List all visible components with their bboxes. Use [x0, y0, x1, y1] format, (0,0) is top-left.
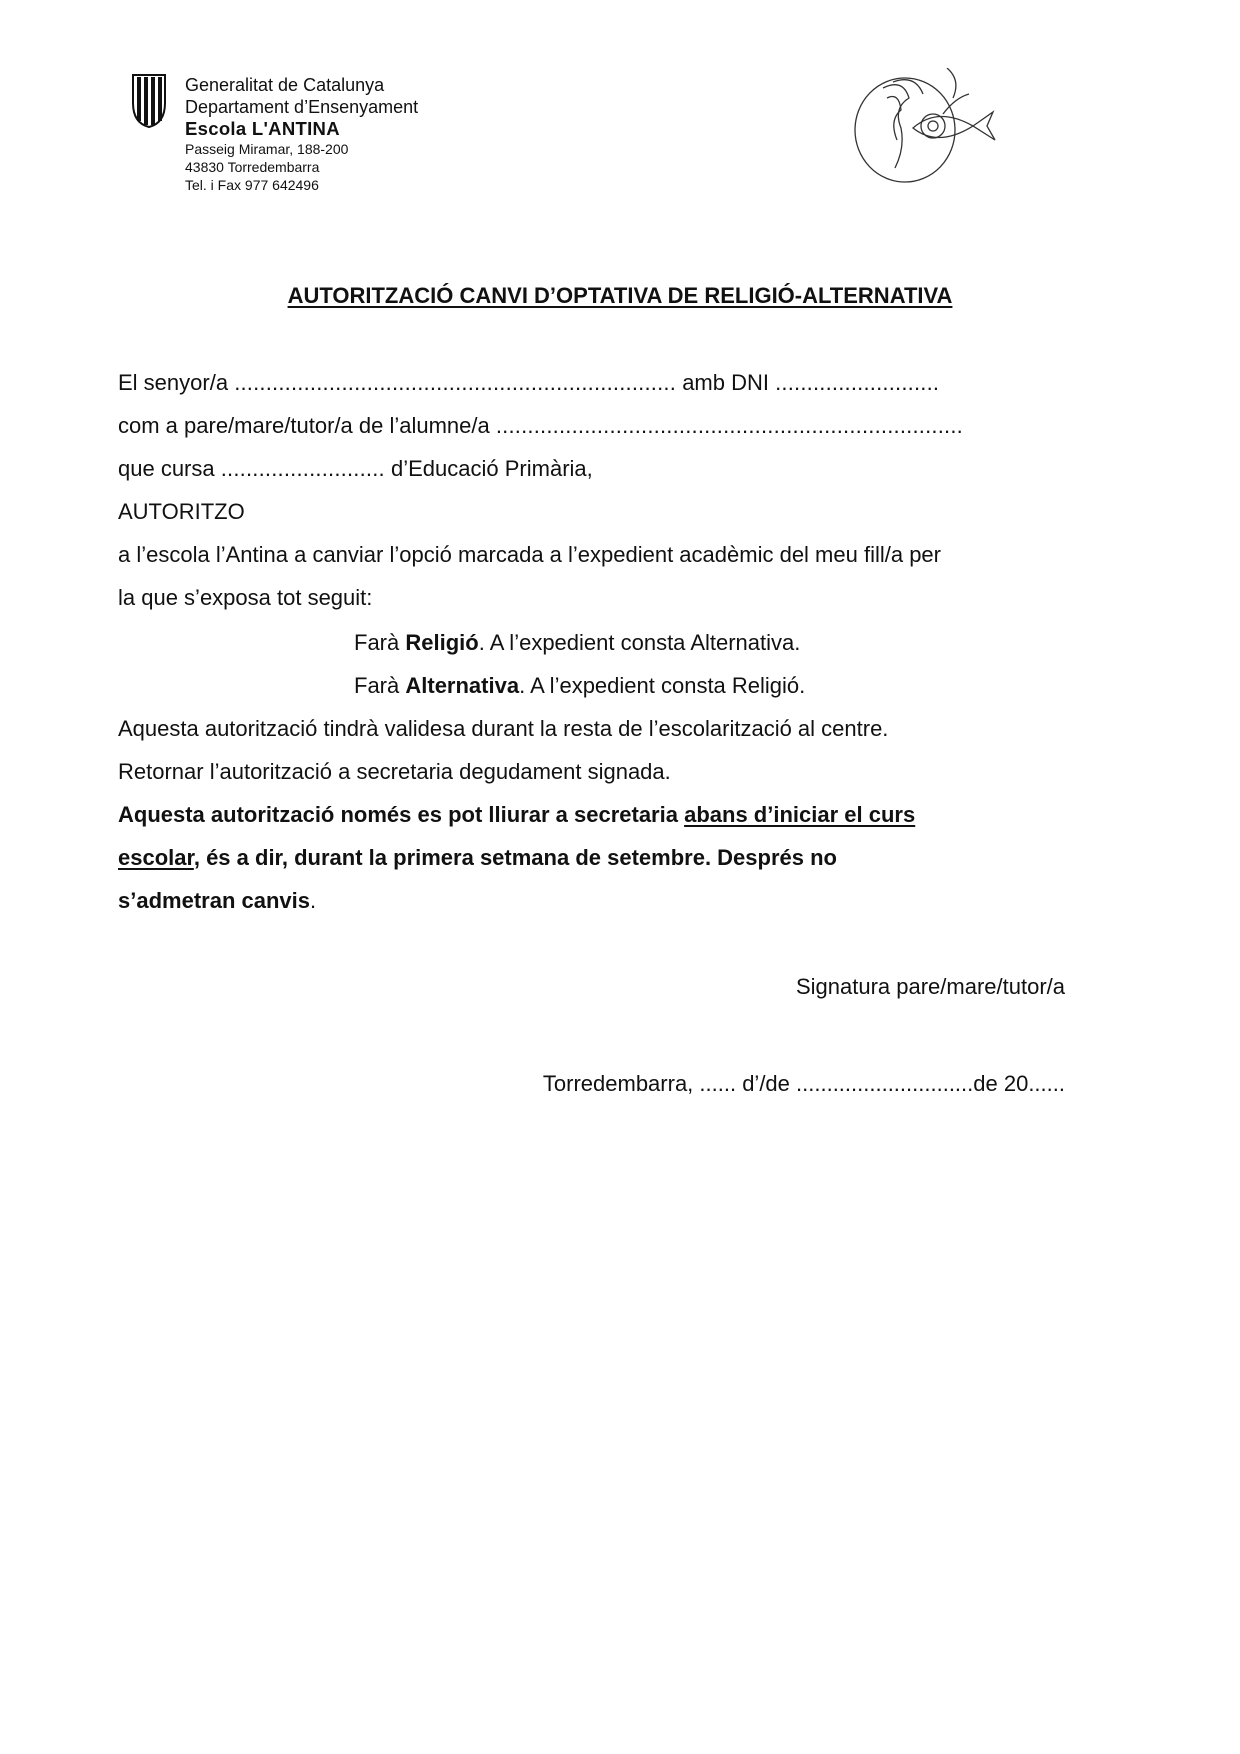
- option-detail: . A l’expedient consta Alternativa.: [478, 630, 801, 655]
- header-phone: Tel. i Fax 977 642496: [185, 177, 319, 193]
- generalitat-logo-icon: [131, 73, 167, 129]
- header-government: Generalitat de Catalunya: [185, 75, 385, 95]
- return-note: Retornar l’autorització a secretaria degudament signada.: [118, 759, 671, 784]
- parent-name-label: El senyor/a: [118, 370, 229, 395]
- school-header: [185, 76, 418, 196]
- header-department: Departament d’Ensenyament: [185, 97, 419, 117]
- warning-text-cont: , és a dir, durant la primera setmana de setembre. Després no: [193, 845, 837, 870]
- header-city: 43830 Torredembarra: [185, 159, 320, 175]
- dni-label: amb DNI: [682, 370, 769, 395]
- dni-field: ..........................: [775, 370, 940, 395]
- parent-name-field: ......................................................................: [234, 370, 677, 395]
- option-religion: [354, 630, 800, 656]
- course-level: d’Educació Primària,: [391, 456, 593, 481]
- form-line-name: [118, 370, 939, 396]
- course-field: ..........................: [220, 456, 385, 481]
- place-date-line: Torredembarra, ...... d’/de .............................de 20......: [542, 1071, 1065, 1096]
- authorize-heading: AUTORITZO: [118, 499, 245, 524]
- warning-text-end: s’admetran canvis: [118, 888, 310, 913]
- form-line-student: [118, 413, 963, 439]
- warning-line2: [118, 845, 837, 871]
- signature-label: Signatura pare/mare/tutor/a: [795, 974, 1065, 999]
- validity-note: Aquesta autorització tindrà validesa durant la resta de l’escolarització al centre.: [118, 716, 889, 741]
- fish-school-logo-icon: [843, 68, 1003, 190]
- header-school-name: Escola L'ANTINA: [185, 118, 340, 139]
- course-label: que cursa: [118, 456, 215, 481]
- warning-line3: [118, 888, 316, 914]
- warning-period: .: [309, 888, 317, 913]
- option-name: Alternativa: [405, 673, 520, 698]
- warning-deadline-cont: escolar: [118, 845, 194, 870]
- document-title: AUTORITZACIÓ CANVI D’OPTATIVA DE RELIGIÓ-ALTERNATIVA: [287, 283, 953, 308]
- student-label: com a pare/mare/tutor/a de l’alumne/a: [118, 413, 490, 438]
- option-detail: . A l’expedient consta Religió.: [519, 673, 806, 698]
- authorize-text-line2: la que s’exposa tot seguit:: [118, 585, 373, 610]
- form-line-course: [118, 456, 593, 482]
- warning-line1: [118, 802, 915, 828]
- option-prefix: Farà: [354, 630, 400, 655]
- option-name: Religió: [405, 630, 479, 655]
- header-address: Passeig Miramar, 188-200: [185, 141, 349, 157]
- authorize-text-line1: a l’escola l’Antina a canviar l’opció marcada a l’expedient acadèmic del meu fill/a per: [118, 542, 941, 567]
- warning-deadline: abans d’iniciar el curs: [684, 802, 916, 827]
- student-name-field: ..........................................................................: [495, 413, 963, 438]
- option-prefix: Farà: [354, 673, 400, 698]
- warning-text: Aquesta autorització només es pot lliurar a secretaria: [118, 802, 678, 827]
- option-alternative: [354, 673, 805, 699]
